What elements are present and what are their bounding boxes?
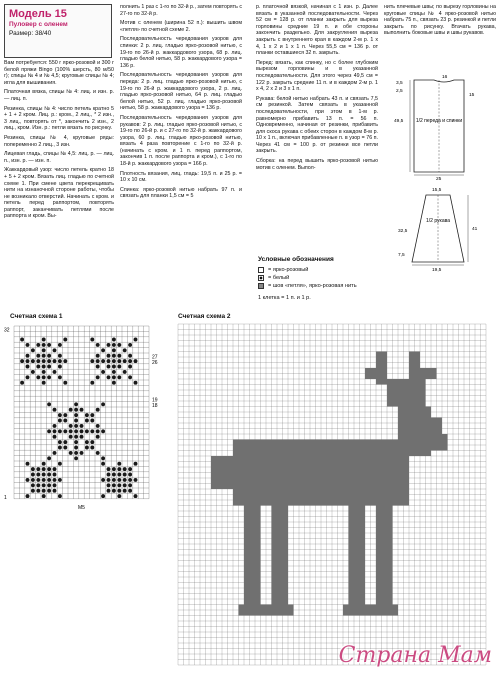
chart1-stitch — [53, 424, 57, 428]
model-size: Размер: 38/40 — [9, 30, 52, 37]
chart1-stitch — [63, 419, 67, 423]
chart1-stitch — [36, 375, 40, 379]
paragraph: Вам потребуется: 550 г ярко-розовой и 300 г белой пряжи Bingo (100% шерсть, 80 м/50 г); спицы № 4 и № 4,5; круговые спицы № 4; игла для вышивания. — [4, 60, 114, 86]
chart1-stitch — [117, 473, 121, 477]
chart1-stitch — [42, 359, 46, 363]
paragraph: Рукава: белой нитью набрать 43 п. и связать 7,5 см резинкой. Затем связать в указанной последовательности, при этом в 1-м р. равномерно прибавить 13 п. = 56 п. Одновременно, начиная от резинки, прибавить для скоса рукава с обеих сторон в каждом 8-м р. 10 х 1 п., включая прибавленные п. в узор = 76 п. Через 41 см = 100 р. от резинки все петли закрыть. — [256, 95, 378, 155]
chart1-stitch — [42, 462, 46, 466]
chart1-stitch — [47, 467, 51, 471]
chart1-stitch — [69, 435, 73, 439]
chart1-stitch — [58, 375, 62, 379]
chart1-stitch — [128, 483, 132, 487]
chart1-stitch — [101, 402, 105, 406]
chart1-stitch — [47, 456, 51, 460]
chart1-stitch — [128, 478, 132, 482]
chart1-stitch — [36, 359, 40, 363]
chart1-row-label: 1 — [4, 494, 7, 501]
chart1-stitch — [42, 473, 46, 477]
x-square-icon — [258, 283, 264, 289]
chart1-stitch — [123, 483, 127, 487]
chart1-stitch — [63, 446, 67, 450]
chart1-stitch — [123, 489, 127, 493]
legend-title: Условные обозначения — [258, 256, 334, 263]
chart1-stitch — [96, 375, 100, 379]
chart1-stitch — [80, 408, 84, 412]
empty-square-icon — [258, 267, 264, 273]
chart1-stitch — [63, 429, 67, 433]
chart1-row-label: 19 — [152, 397, 158, 404]
chart1-stitch — [36, 473, 40, 477]
paragraph: Платочная вязка, спицы № 4: лиц. и изн. р. — лиц. п. — [4, 89, 114, 102]
chart1-stitch — [74, 424, 78, 428]
chart1-stitch — [101, 494, 105, 498]
chart1-stitch — [47, 489, 51, 493]
chart1-stitch — [74, 456, 78, 460]
chart1-stitch — [53, 359, 57, 363]
sleeve-label: 1/2 рукава — [425, 218, 451, 224]
chart1-stitch — [58, 478, 62, 482]
chart1-stitch — [47, 359, 51, 363]
paragraph: Последовательность чередования узоров для рукавов: 2 р. лиц. гладью ярко-розовой нитью, с 19-го по 26-й р. и с 27-го по 32-й р. жаккардового узора, 60 р. лиц. гладью ярко-розовой нитью, вязать 4 раза повторение с 1-го по 32-й р. (начинать с кром. и 1 п. перед раппортом, закончив 1 п. после раппорта и кром.), с 1-го по 18-й р. жаккардового узора = 166 р. — [120, 114, 242, 168]
chart1-stitch — [42, 338, 46, 342]
chart1-stitch — [26, 343, 30, 347]
paragraph: Последовательность чередования узоров для спинки: 2 р. лиц. гладью ярко-розовой нитью, с 19-го по 26-й р. жаккардового узора, 68 р. лиц. гладью белой нитью, 58 р. жаккардового узора = 136 р. — [120, 36, 242, 69]
paragraph: Жаккардовый узор: число петель кратно 18 + 5 + 2 кром. Вязать лиц. гладью по счетной схеме 1. При смене цвета перекрещивать нити на изнаночной стороне работы, чтобы не возникало отверстий. Начинать с кром. и петель перед раппортом, повторять раппорт, заканчивать петлями после раппорта и кром. Вы- — [4, 167, 114, 220]
chart1-stitch — [26, 359, 30, 363]
chart1-stitch — [123, 348, 127, 352]
chart1-stitch — [112, 348, 116, 352]
chart1-stitch — [112, 338, 116, 342]
dim-label: 32,5 — [398, 229, 408, 234]
model-subtitle: Пуловер с оленем — [9, 21, 68, 28]
chart1-stitch — [117, 354, 121, 358]
chart1-stitch — [107, 483, 111, 487]
chart1-row-label: 18 — [152, 403, 158, 409]
chart1-stitch — [134, 478, 138, 482]
chart2-caption: Счетная схема 2 — [178, 313, 231, 320]
chart1-stitch — [42, 381, 46, 385]
chart1-stitch — [58, 413, 62, 417]
chart1-stitch — [107, 365, 111, 369]
moose-block — [272, 506, 289, 605]
dim-label: 15 — [469, 93, 475, 98]
chart1-stitch — [123, 478, 127, 482]
chart1-stitch — [53, 478, 57, 482]
chart1-stitch — [112, 354, 116, 358]
chart1-stitch — [128, 343, 132, 347]
chart1-stitch — [112, 483, 116, 487]
moose-block — [244, 506, 261, 605]
chart1-stitch — [90, 429, 94, 433]
paragraph: Резинка, спицы № 4: число петель кратно 5 + 1 + 2 кром. Лиц. р.: кром., 2 лиц., * 2 изн., 3 лиц., повторять от *, закончить 2 изн., 2 лиц., кром. Изн. р.: петли вязать по рисунку. — [4, 105, 114, 132]
chart1-stitch — [36, 354, 40, 358]
paragraph: Лицевая гладь, спицы № 4,5: лиц. р. — лиц. п., изн. р. — изн. п. — [4, 151, 114, 164]
chart1-stitch — [85, 446, 89, 450]
chart1-stitch — [58, 354, 62, 358]
chart1-stitch — [36, 365, 40, 369]
chart1-row-label: 26 — [152, 359, 158, 366]
chart1-stitch — [47, 473, 51, 477]
chart1-stitch — [31, 348, 35, 352]
chart1-stitch — [96, 365, 100, 369]
paragraph: Плотность вязания, лиц. гладь: 19,5 п. и 25 р. = 10 х 10 см. — [120, 170, 242, 184]
chart1-stitch — [112, 343, 116, 347]
chart1-stitch — [117, 467, 121, 471]
text-column-4 — [384, 4, 496, 64]
chart1-stitch — [20, 359, 24, 363]
text-column-1 — [4, 60, 114, 305]
chart1-stitch — [42, 354, 46, 358]
chart1-stitch — [63, 359, 67, 363]
chart1-stitch — [74, 402, 78, 406]
chart1-stitch — [96, 359, 100, 363]
chart1-stitch — [85, 419, 89, 423]
chart1-stitch — [80, 424, 84, 428]
chart1-stitch — [101, 456, 105, 460]
chart1-stitch — [53, 489, 57, 493]
chart1-stitch — [58, 446, 62, 450]
legend-note: 1 клетка = 1 п. и 1 р. — [258, 295, 311, 301]
chart1-stitch — [96, 343, 100, 347]
chart1-stitch — [36, 343, 40, 347]
chart1-stitch — [47, 402, 51, 406]
chart1-stitch — [20, 338, 24, 342]
chart1-caption: Счетная схема 1 — [10, 313, 63, 320]
chart1-stitch — [63, 338, 67, 342]
chart1-stitch — [74, 408, 78, 412]
chart1-stitch — [112, 359, 116, 363]
chart1-stitch — [96, 354, 100, 358]
dim-label: 2,5 — [396, 89, 403, 94]
chart1-row-label: 27 — [152, 354, 158, 361]
moose-block — [211, 456, 239, 489]
chart1-stitch — [112, 370, 116, 374]
moose-block — [365, 368, 387, 379]
legend — [258, 256, 408, 302]
legend-label: = белый — [268, 275, 290, 281]
chart1-stitch — [31, 483, 35, 487]
chart1-stitch — [107, 375, 111, 379]
paragraph: р. платочной вязкой, начиная с 1 изн. р. Далее вязать в указанной последовательности. Через 52 см = 128 р. от планки закрыть для выреза горловины средние 19 п. и обе стороны закончить раздельно. Для закругления выреза закрыть с внутреннего края в каждом 2-м р. 1 х 4, 1 х 2 и 1 х 1 п. Через 55,5 см = 136 р. от планки оставшиеся 32 п. закрыть. — [256, 4, 378, 57]
chart1-stitch — [117, 343, 121, 347]
chart1-stitch — [74, 446, 78, 450]
legend-item — [258, 274, 408, 282]
chart1-stitch — [36, 483, 40, 487]
legend-item — [258, 282, 408, 290]
paragraph: Сборка: на перед вышить ярко-розовой нитью мотив с оленем. Выпол- — [256, 158, 378, 171]
chart1-stitch — [74, 440, 78, 444]
counting-chart-2 — [176, 322, 496, 674]
paragraph: Мотив с оленем (ширина 52 п.): вышить швом «петля» по счетной схеме 2. — [120, 20, 242, 33]
chart1-stitch — [112, 473, 116, 477]
chart1-stitch — [101, 429, 105, 433]
chart1-stitch — [31, 359, 35, 363]
moose-block — [376, 440, 409, 473]
chart1-stitch — [42, 365, 46, 369]
model-title-box — [4, 4, 112, 58]
dim-label: 25 — [436, 177, 442, 182]
chart1-stitch — [128, 473, 132, 477]
chart1-stitch — [101, 370, 105, 374]
chart1-stitch — [117, 478, 121, 482]
chart1-stitch — [53, 467, 57, 471]
chart1-stitch — [101, 359, 105, 363]
chart1-stitch — [58, 462, 62, 466]
chart1-stitch — [123, 359, 127, 363]
chart1-stitch — [31, 489, 35, 493]
chart1-stitch — [107, 359, 111, 363]
chart1-stitch — [58, 494, 62, 498]
chart1-stitch — [128, 489, 132, 493]
chart1-stitch — [96, 451, 100, 455]
chart1-stitch — [101, 478, 105, 482]
chart1-stitch — [134, 381, 138, 385]
chart1-stitch — [42, 478, 46, 482]
chart1-stitch — [63, 413, 67, 417]
chart1-stitch — [90, 413, 94, 417]
chart1-stitch — [42, 343, 46, 347]
chart1-stitch — [74, 429, 78, 433]
chart1-stitch — [58, 359, 62, 363]
paragraph: Перед: вязать, как спинку, но с более глубоким вырезом горловины и в указанной последовательности. Для этого через 49,5 см = 122 р. закрыть средние 11 п. и в каждом 2-м р. 1 х 4, 2 х 2 и 3 х 1 п. — [256, 59, 378, 93]
chart1-stitch — [42, 489, 46, 493]
legend-item — [258, 266, 408, 274]
dot-square-icon — [258, 275, 264, 281]
chart1-stitch — [31, 370, 35, 374]
moose-block — [266, 605, 294, 616]
dim-label: 41 — [472, 227, 478, 232]
chart1-stitch — [58, 365, 62, 369]
body-label: 1/2 переда и спинки — [415, 118, 463, 124]
dim-label: 7,5 — [398, 253, 405, 258]
chart1-stitch — [69, 408, 73, 412]
chart1-stitch — [85, 429, 89, 433]
chart1-stitch — [128, 354, 132, 358]
chart1-stitch — [58, 343, 62, 347]
moose-block — [387, 379, 426, 407]
chart1-stitch — [96, 435, 100, 439]
chart1-stitch — [47, 365, 51, 369]
chart1-stitch — [42, 483, 46, 487]
chart1-stitch — [26, 478, 30, 482]
chart1-stitch — [36, 467, 40, 471]
chart1-stitch — [36, 478, 40, 482]
dim-label: 15,5 — [432, 188, 442, 193]
chart1-stitch — [63, 440, 67, 444]
chart1-stitch — [31, 467, 35, 471]
dim-label: 49,5 — [394, 119, 404, 124]
chart1-stitch — [134, 338, 138, 342]
chart1-stitch — [107, 473, 111, 477]
chart1-stitch — [69, 451, 73, 455]
chart1-stitch — [53, 348, 57, 352]
chart1-stitch — [69, 424, 73, 428]
chart1-stitch — [117, 359, 121, 363]
watermark-logo: Страна Мам — [338, 643, 492, 668]
chart1-stitch — [80, 451, 84, 455]
moose-block — [431, 434, 448, 451]
moose-block — [239, 605, 267, 616]
chart1-stitch — [42, 348, 46, 352]
chart1-stitch — [117, 365, 121, 369]
chart1-stitch — [96, 429, 100, 433]
chart1-stitch — [42, 494, 46, 498]
chart1-stitch — [85, 413, 89, 417]
chart1-stitch — [112, 365, 116, 369]
model-title: Модель 15 — [9, 8, 67, 20]
chart1-stitch — [80, 429, 84, 433]
chart1-stitch — [31, 478, 35, 482]
chart1-stitch — [85, 440, 89, 444]
chart1-stitch — [53, 408, 57, 412]
chart1-stitch — [107, 478, 111, 482]
chart1-stitch — [128, 365, 132, 369]
moose-block — [371, 605, 399, 616]
chart1-stitch — [90, 381, 94, 385]
chart1-stitch — [134, 359, 138, 363]
chart1-stitch — [107, 343, 111, 347]
chart1-stitch — [123, 473, 127, 477]
chart1-stitch — [47, 429, 51, 433]
text-column-2 — [120, 4, 242, 304]
chart1-stitch — [90, 338, 94, 342]
dim-label: 16 — [442, 75, 448, 80]
chart1-stitch — [128, 359, 132, 363]
chart1-stitch — [74, 451, 78, 455]
chart1-stitch — [107, 489, 111, 493]
chart1-stitch — [26, 494, 30, 498]
chart1-stitch — [123, 467, 127, 471]
chart1-stitch — [112, 489, 116, 493]
counting-chart-1 — [4, 322, 174, 522]
chart1-row-label: 32 — [4, 327, 10, 334]
chart1-stitch — [123, 370, 127, 374]
legend-label: = ярко-розовый — [268, 267, 309, 273]
chart1-stitch — [90, 446, 94, 450]
chart1-stitch — [107, 467, 111, 471]
chart1-bottom-label: M5 — [78, 504, 85, 511]
chart1-stitch — [31, 473, 35, 477]
chart1-stitch — [42, 375, 46, 379]
chart1-stitch — [112, 478, 116, 482]
chart1-stitch — [53, 451, 57, 455]
chart1-stitch — [26, 375, 30, 379]
chart1-stitch — [117, 375, 121, 379]
dim-label: 3,5 — [396, 81, 403, 86]
chart1-stitch — [58, 440, 62, 444]
chart1-stitch — [42, 467, 46, 471]
chart1-stitch — [74, 413, 78, 417]
chart1-stitch — [26, 365, 30, 369]
chart1-stitch — [134, 494, 138, 498]
chart1-stitch — [80, 435, 84, 439]
paragraph: нить плечевые швы; по вырезу горловины на круговые спицы № 4 ярко-розовой нитью набрать 75 п., связать 23 р. резинкой и петли закрыть по рисунку. Втачать рукава, выполнить боковые швы и швы рукавов. — [384, 4, 496, 37]
chart1-stitch — [96, 424, 100, 428]
text-column-3 — [256, 4, 378, 252]
chart1-stitch — [117, 494, 121, 498]
chart1-stitch — [117, 483, 121, 487]
chart1-stitch — [117, 462, 121, 466]
chart1-stitch — [53, 435, 57, 439]
moose-block — [376, 506, 393, 605]
chart1-stitch — [58, 429, 62, 433]
chart1-stitch — [26, 462, 30, 466]
paragraph: Спинка: ярко-розовой нитью набрать 97 п. и связать для планки 1,5 см = 5 — [120, 186, 242, 200]
chart1-stitch — [90, 419, 94, 423]
paragraph: Последовательность чередования узоров для переда: 2 р. лиц. гладью ярко-розовой нитью, с 19-го по 26-й р. жаккардового узора, 2 р. лиц. гладью ярко-розовой нитью, 64 р. лиц. гладью белой нитью, 52 р. лиц. гладью ярко-розовой нитью, 58 р. жаккардового узора = 136 р. — [120, 72, 242, 112]
chart1-stitch — [74, 419, 78, 423]
chart1-stitch — [112, 381, 116, 385]
chart1-stitch — [36, 489, 40, 493]
chart1-stitch — [134, 462, 138, 466]
dim-label: 19,5 — [432, 268, 442, 273]
legend-label: = шов «петля», ярко-розовая нить — [268, 283, 357, 289]
chart1-stitch — [20, 381, 24, 385]
chart1-stitch — [112, 467, 116, 471]
chart1-stitch — [47, 478, 51, 482]
chart1-stitch — [101, 462, 105, 466]
moose-block — [349, 506, 366, 605]
chart1-stitch — [58, 419, 62, 423]
moose-block — [343, 605, 371, 616]
chart1-stitch — [53, 483, 57, 487]
chart1-stitch — [47, 343, 51, 347]
chart1-stitch — [26, 354, 30, 358]
chart1-stitch — [107, 354, 111, 358]
chart1-stitch — [47, 375, 51, 379]
chart1-stitch — [74, 435, 78, 439]
chart1-stitch — [47, 354, 51, 358]
chart1-stitch — [63, 381, 67, 385]
chart1-stitch — [47, 483, 51, 487]
chart1-stitch — [53, 473, 57, 477]
chart1-stitch — [128, 467, 132, 471]
chart1-stitch — [96, 408, 100, 412]
chart1-stitch — [128, 375, 132, 379]
chart1-stitch — [90, 359, 94, 363]
chart1-stitch — [101, 348, 105, 352]
chart1-stitch — [53, 370, 57, 374]
moose-block — [409, 368, 437, 379]
chart1-stitch — [69, 429, 73, 433]
paragraph: Резинка, спицы № 4, круговые ряды: попеременно 2 лиц., 3 изн. — [4, 134, 114, 148]
chart1-stitch — [112, 375, 116, 379]
chart1-stitch — [117, 489, 121, 493]
chart1-stitch — [42, 370, 46, 374]
pattern-schematic — [384, 70, 498, 285]
paragraph: полнить 1 раз с 1-го по 32-й р., затем повторять с 27-го по 32-й р. — [120, 4, 242, 17]
chart1-stitch — [53, 429, 57, 433]
chart1-stitch — [90, 440, 94, 444]
